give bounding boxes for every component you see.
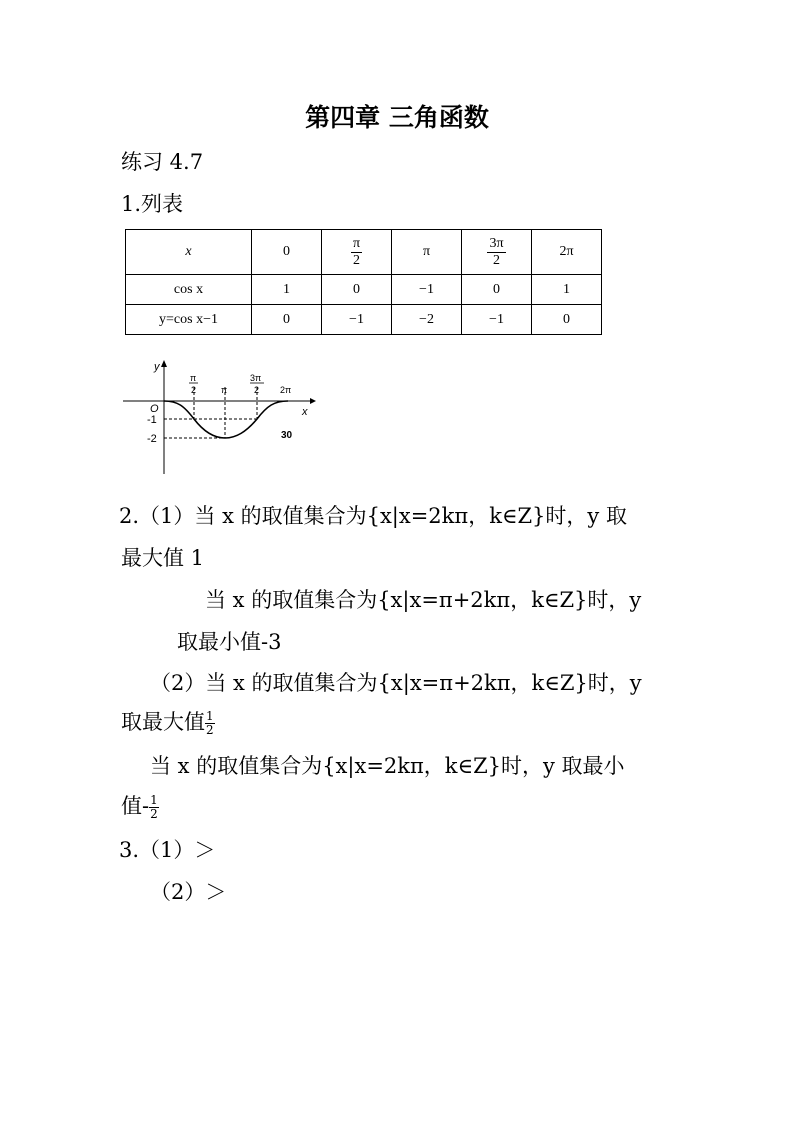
q1-label: 1.列表 (121, 192, 184, 216)
cosine-graph (118, 352, 318, 480)
tick-label: -1 (147, 414, 157, 426)
tick-label: 3π (250, 373, 262, 383)
table-cell: 0 (252, 230, 322, 275)
page-title: 第四章 三角函数 (305, 103, 489, 132)
tick-label: π (221, 385, 228, 395)
tick-label: 2 (191, 385, 197, 395)
table-cell: 0 (462, 275, 532, 305)
table-cell: π (392, 230, 462, 275)
q2-line-1b: 最大值 1 (121, 546, 205, 570)
x-axis-label: x (302, 406, 308, 418)
table-cell: −1 (392, 275, 462, 305)
table-cell: cos x (126, 275, 252, 305)
table-cell: −1 (462, 305, 532, 335)
table-row (126, 275, 602, 305)
q2-line-2a: 当 x 的取值集合为{x|x=π+2kπ，k∈Z}时，y (205, 588, 642, 612)
table-cell: 1 (532, 275, 602, 305)
tick-label: 2π (280, 385, 292, 395)
table-row (126, 305, 602, 335)
table-cell: $\frac{\pi}{2}$ (322, 230, 392, 275)
figure-number: 30 (281, 430, 293, 441)
table-cell: −2 (392, 305, 462, 335)
table-cell: y=cos x−1 (126, 305, 252, 335)
table-cell: 0 (322, 275, 392, 305)
q2-line-3a: （2）当 x 的取值集合为{x|x=π+2kπ，k∈Z}时，y (150, 671, 642, 695)
y-axis-label: y (154, 361, 160, 373)
section-heading: 练习 4.7 (121, 150, 204, 174)
tick-label: 2 (254, 385, 260, 395)
tick-label: π (190, 373, 197, 383)
q2-line-4a: 当 x 的取值集合为{x|x=2kπ，k∈Z}时，y 取最小 (150, 754, 625, 778)
q2-line-1a: 2.（1）当 x 的取值集合为{x|x=2kπ，k∈Z}时，y 取 (119, 504, 627, 528)
q2-line-3b: 取最大值 $\frac{1}{2}$ (121, 709, 214, 737)
q3-line-2: （2）＞ (150, 880, 227, 904)
fraction: $\frac{1}{2}$ (150, 793, 158, 821)
table-cell: 0 (252, 305, 322, 335)
q3-line-1: 3.（1）＞ (119, 838, 216, 862)
y-axis-arrow-icon (161, 360, 167, 367)
q2-line-2b: 取最小值-3 (177, 630, 282, 654)
tick-label: -2 (147, 433, 157, 445)
fraction: $\frac{1}{2}$ (206, 709, 214, 737)
x-axis-arrow-icon (310, 398, 316, 404)
table-cell: 1 (252, 275, 322, 305)
table-cell: 0 (532, 305, 602, 335)
table-row (126, 230, 602, 275)
value-table (125, 229, 602, 335)
table-cell: −1 (322, 305, 392, 335)
origin-label: O (150, 403, 159, 415)
table-cell: 2π (532, 230, 602, 275)
q2-line-4b: 值- $\frac{1}{2}$ (121, 793, 158, 821)
table-cell: x (126, 230, 252, 275)
table-cell: $\frac{3\pi}{2}$ (462, 230, 532, 275)
